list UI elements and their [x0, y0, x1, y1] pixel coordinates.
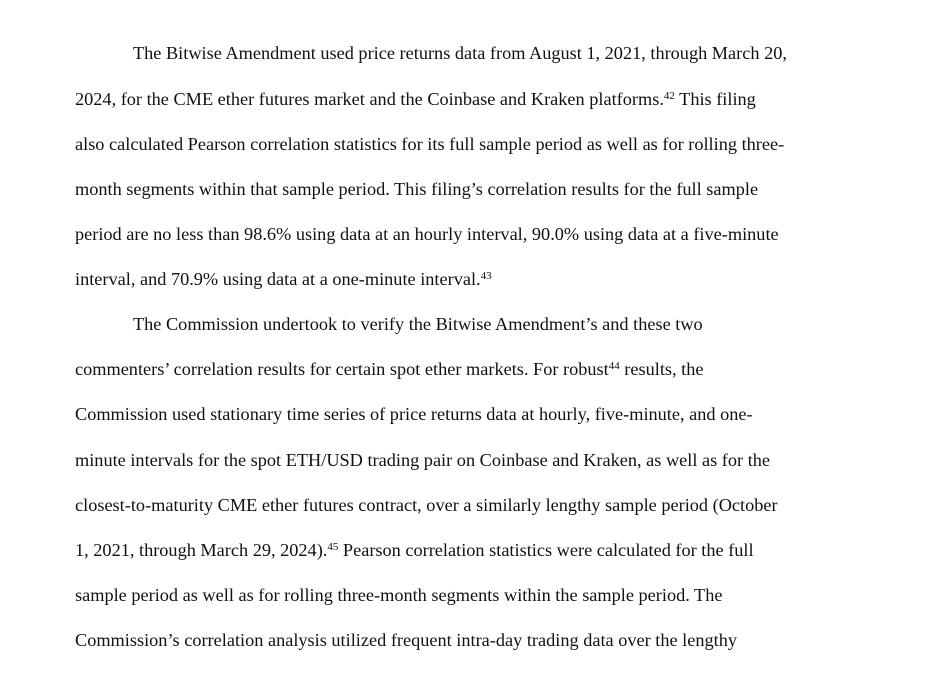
line-text: Commission used stationary time series of price returns data at hourly, five-minute, and one-	[75, 404, 753, 424]
paragraph-2-line-2	[75, 358, 704, 380]
paragraph-2-line-6	[75, 539, 754, 561]
line-text: 1, 2021, through March 29, 2024).	[75, 540, 328, 560]
line-text: period are no less than 98.6% using data at an hourly interval, 90.0% using data at a five-minute	[75, 224, 779, 244]
paragraph-2-line-1	[133, 313, 703, 335]
line-text: sample period as well as for rolling three-month segments within the sample period. The	[75, 585, 723, 605]
line-text: results, the	[619, 359, 704, 379]
paragraph-1-line-6	[75, 268, 492, 290]
footnote-ref-45[interactable]: 45	[327, 541, 339, 553]
paragraph-2-line-4	[75, 449, 770, 471]
paragraph-2-line-8	[75, 629, 737, 651]
line-text: minute intervals for the spot ETH/USD trading pair on Coinbase and Kraken, as well as for the	[75, 450, 771, 470]
paragraph-1-line-2	[75, 88, 756, 110]
line-text: month segments within that sample period. This filing’s correlation results for the full sample	[75, 179, 759, 199]
line-text: 2024, for the CME ether futures market and the Coinbase and Kraken platforms.	[75, 89, 664, 109]
paragraph-2-line-5	[75, 494, 778, 516]
paragraph-1-line-3	[75, 133, 784, 155]
line-text: closest-to-maturity CME ether futures contract, over a similarly lengthy sample period (October	[75, 495, 778, 515]
line-text: The Commission undertook to verify the Bitwise Amendment’s and these two	[133, 314, 703, 334]
paragraph-2-line-7	[75, 584, 722, 606]
footnote-ref-44[interactable]: 44	[608, 360, 620, 372]
line-text: Commission’s correlation analysis utilized frequent intra-day trading data over the lengthy	[75, 630, 738, 650]
paragraph-1-line-4	[75, 178, 758, 200]
line-text: The Bitwise Amendment used price returns data from August 1, 2021, through March 20,	[133, 43, 787, 63]
footnote-ref-42[interactable]: 42	[663, 90, 675, 102]
footnote-ref-43[interactable]: 43	[480, 270, 492, 282]
line-text: Pearson correlation statistics were calculated for the full	[338, 540, 754, 560]
paragraph-1-line-5	[75, 223, 779, 245]
line-text: interval, and 70.9% using data at a one-minute interval.	[75, 269, 481, 289]
line-text: This filing	[674, 89, 756, 109]
paragraph-1-line-1	[133, 42, 787, 64]
line-text: also calculated Pearson correlation statistics for its full sample period as well as for rolling three-	[75, 134, 785, 154]
line-text: commenters’ correlation results for certain spot ether markets. For robust	[75, 359, 609, 379]
paragraph-2-line-3	[75, 403, 753, 425]
